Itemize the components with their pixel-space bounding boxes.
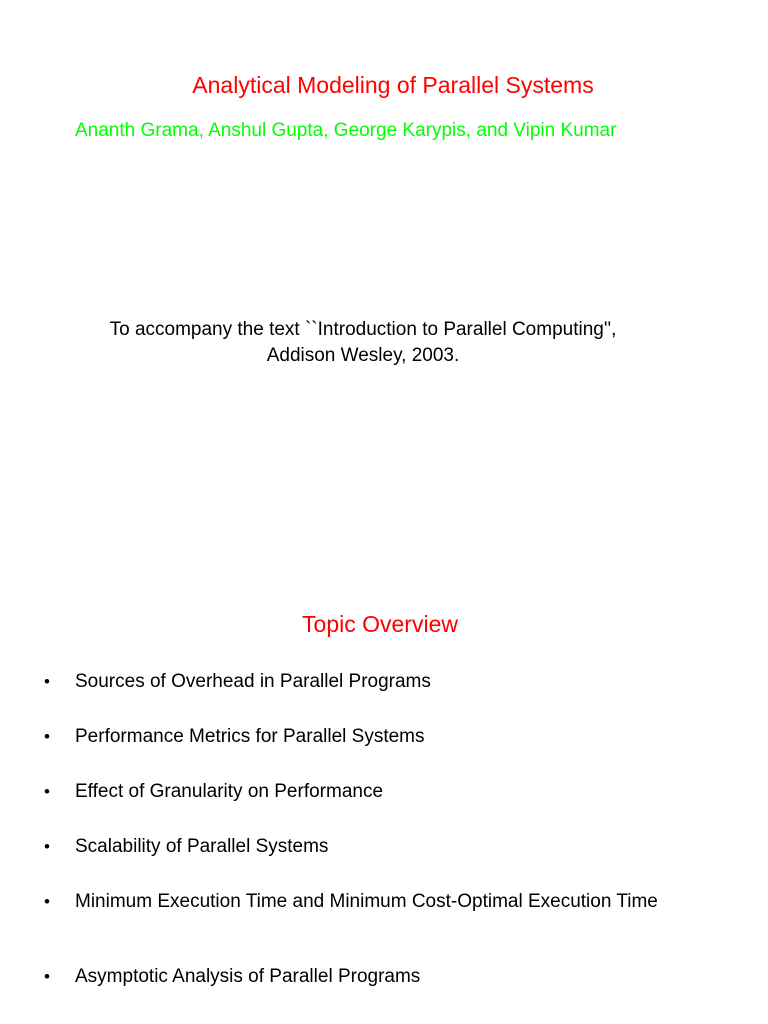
author-list: Ananth Grama, Anshul Gupta, George Karypis, and Vipin Kumar bbox=[75, 120, 617, 141]
topic-overview-heading: Topic Overview bbox=[302, 611, 458, 637]
topic-label: Scalability of Parallel Systems bbox=[75, 836, 329, 857]
bullet-icon: • bbox=[44, 967, 50, 986]
topic-label: Sources of Overhead in Parallel Programs bbox=[75, 671, 431, 692]
topic-label: Performance Metrics for Parallel Systems bbox=[75, 726, 425, 747]
bullet-icon: • bbox=[44, 727, 50, 746]
topic-label: Effect of Granularity on Performance bbox=[75, 781, 384, 802]
bullet-icon: • bbox=[44, 672, 50, 691]
slide-title: Analytical Modeling of Parallel Systems bbox=[192, 72, 594, 98]
bullet-icon: • bbox=[44, 892, 50, 911]
topic-label: Minimum Execution Time and Minimum Cost-Optimal Execution Time bbox=[75, 891, 658, 912]
bullet-icon: • bbox=[44, 837, 50, 856]
accompany-line-2: Addison Wesley, 2003. bbox=[266, 345, 460, 366]
topic-label: Asymptotic Analysis of Parallel Programs bbox=[75, 966, 421, 987]
accompany-line-1: To accompany the text ``Introduction to Parallel Computing'', bbox=[109, 319, 617, 340]
bullet-icon: • bbox=[44, 782, 50, 801]
